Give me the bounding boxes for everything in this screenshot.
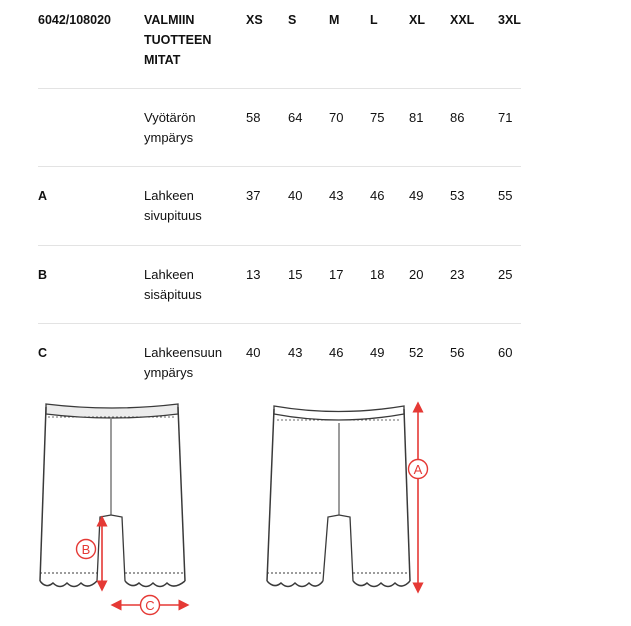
row-label: Lahkeen sivupituus <box>144 188 202 223</box>
marker-a-label: A <box>413 462 423 477</box>
row-divider <box>38 166 521 167</box>
size-header-3xl: 3XL <box>498 13 521 27</box>
row-divider <box>38 88 521 89</box>
table-cell: 46 <box>370 188 385 203</box>
table-cell: 64 <box>288 110 303 125</box>
shorts-front-illustration <box>40 404 185 587</box>
row-label: Vyötärön ympärys <box>144 110 196 145</box>
table-title: VALMIIN TUOTTEEN MITAT <box>144 13 212 67</box>
row-key: C <box>38 346 48 360</box>
marker-b-label: B <box>81 542 91 557</box>
table-cell: 81 <box>409 110 424 125</box>
table-cell: 20 <box>409 267 424 282</box>
shorts-measurement-diagram <box>0 395 631 626</box>
size-header-xxl: XXL <box>450 13 475 27</box>
table-cell: 13 <box>246 267 261 282</box>
table-cell: 55 <box>498 188 513 203</box>
row-label: Lahkeen sisäpituus <box>144 267 202 302</box>
table-cell: 40 <box>288 188 303 203</box>
size-header-xl: XL <box>409 13 425 27</box>
table-cell: 43 <box>288 345 303 360</box>
table-cell: 15 <box>288 267 303 282</box>
table-cell: 23 <box>450 267 465 282</box>
table-cell: 37 <box>246 188 261 203</box>
table-cell: 58 <box>246 110 261 125</box>
table-cell: 17 <box>329 267 344 282</box>
size-header-l: L <box>370 13 378 27</box>
size-header-m: M <box>329 13 340 27</box>
shorts-back-illustration <box>267 406 410 587</box>
row-divider <box>38 245 521 246</box>
table-cell: 49 <box>370 345 385 360</box>
row-key: B <box>38 268 48 282</box>
size-header-s: S <box>288 13 297 27</box>
table-cell: 40 <box>246 345 261 360</box>
row-label: Lahkeensuun ympärys <box>144 345 223 380</box>
row-divider <box>38 323 521 324</box>
table-cell: 70 <box>329 110 344 125</box>
product-code: 6042/108020 <box>38 13 111 27</box>
table-cell: 56 <box>450 345 465 360</box>
marker-c-label: C <box>145 598 155 613</box>
table-cell: 86 <box>450 110 465 125</box>
table-cell: 46 <box>329 345 344 360</box>
table-cell: 25 <box>498 267 513 282</box>
table-cell: 52 <box>409 345 424 360</box>
row-key: A <box>38 189 48 203</box>
table-cell: 71 <box>498 110 513 125</box>
table-cell: 60 <box>498 345 513 360</box>
side-length-measure-arrow <box>409 407 428 588</box>
table-cell: 18 <box>370 267 385 282</box>
size-header-xs: XS <box>246 13 263 27</box>
table-cell: 49 <box>409 188 424 203</box>
table-cell: 75 <box>370 110 385 125</box>
table-cell: 43 <box>329 188 344 203</box>
table-cell: 53 <box>450 188 465 203</box>
